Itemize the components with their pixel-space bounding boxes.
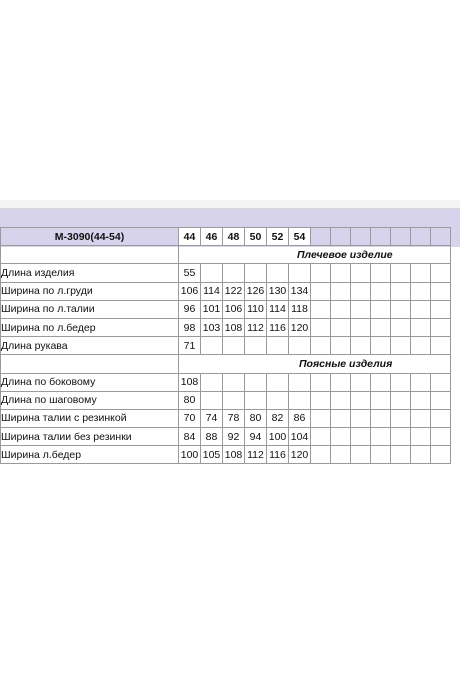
- measure-value: 71: [179, 337, 201, 355]
- measure-value: 114: [267, 300, 289, 318]
- empty-cell: [1, 355, 179, 373]
- size-header-row: [1, 228, 451, 246]
- measure-value: 96: [179, 300, 201, 318]
- empty-cell: [391, 228, 411, 246]
- table-row: [1, 264, 451, 282]
- section-row-waist: [1, 355, 451, 373]
- size-table: [0, 227, 451, 464]
- table-row: [1, 318, 451, 336]
- measure-value: 55: [179, 264, 201, 282]
- empty-cell: [411, 228, 431, 246]
- size-cell: 44: [179, 228, 201, 246]
- size-chart-sheet: [0, 200, 460, 490]
- measure-label: Длина рукава: [1, 337, 179, 355]
- measure-value: 108: [223, 446, 245, 464]
- measure-value: [223, 337, 245, 355]
- measure-label: Ширина по л.груди: [1, 282, 179, 300]
- measure-value: 126: [245, 282, 267, 300]
- measure-value: [245, 373, 267, 391]
- measure-label: Длина по боковому: [1, 373, 179, 391]
- measure-value: [267, 391, 289, 409]
- measure-value: [245, 391, 267, 409]
- measure-value: [289, 337, 311, 355]
- table-row: [1, 373, 451, 391]
- column-ruler: [0, 200, 460, 209]
- measure-value: 82: [267, 409, 289, 427]
- table-row: [1, 409, 451, 427]
- measure-value: 80: [179, 391, 201, 409]
- measure-value: 122: [223, 282, 245, 300]
- table-row: [1, 446, 451, 464]
- size-cell: 52: [267, 228, 289, 246]
- model-cell: М-3090(44-54): [1, 228, 179, 246]
- measure-value: [289, 373, 311, 391]
- measure-value: [267, 264, 289, 282]
- measure-value: [201, 391, 223, 409]
- measure-label: Ширина талии с резинкой: [1, 409, 179, 427]
- empty-cell: [431, 228, 451, 246]
- section-title-waist: Поясные изделия: [179, 355, 451, 373]
- empty-cell: [351, 228, 371, 246]
- measure-value: 98: [179, 318, 201, 336]
- measure-value: 112: [245, 446, 267, 464]
- empty-cell: [331, 228, 351, 246]
- measure-value: [289, 264, 311, 282]
- measure-label: Ширина по л.талии: [1, 300, 179, 318]
- measure-value: [223, 264, 245, 282]
- measure-value: 116: [267, 446, 289, 464]
- measure-value: 134: [289, 282, 311, 300]
- measure-value: 130: [267, 282, 289, 300]
- measure-value: 118: [289, 300, 311, 318]
- measure-value: 106: [179, 282, 201, 300]
- measure-value: 88: [201, 428, 223, 446]
- measure-label: Длина изделия: [1, 264, 179, 282]
- measure-value: 103: [201, 318, 223, 336]
- measure-label: Длина по шаговому: [1, 391, 179, 409]
- empty-cell: [1, 246, 179, 264]
- measure-label: Ширина по л.бедер: [1, 318, 179, 336]
- measure-value: [245, 337, 267, 355]
- measure-value: [201, 264, 223, 282]
- section-title-shoulder: Плечевое изделие: [179, 246, 451, 264]
- measure-value: 101: [201, 300, 223, 318]
- measure-value: [201, 373, 223, 391]
- size-cell: 48: [223, 228, 245, 246]
- table-row: [1, 428, 451, 446]
- empty-cell: [311, 228, 331, 246]
- measure-value: [289, 391, 311, 409]
- measure-value: [223, 391, 245, 409]
- table-row: [1, 391, 451, 409]
- measure-value: [201, 337, 223, 355]
- table-row: [1, 300, 451, 318]
- measure-value: 86: [289, 409, 311, 427]
- measure-value: 108: [179, 373, 201, 391]
- measure-value: 92: [223, 428, 245, 446]
- table-row: [1, 337, 451, 355]
- section-row-shoulder: [1, 246, 451, 264]
- size-cell: 50: [245, 228, 267, 246]
- measure-label: Ширина л.бедер: [1, 446, 179, 464]
- size-cell: 46: [201, 228, 223, 246]
- measure-value: 120: [289, 446, 311, 464]
- measure-value: [267, 337, 289, 355]
- measure-value: 110: [245, 300, 267, 318]
- empty-cell: [371, 228, 391, 246]
- measure-value: 84: [179, 428, 201, 446]
- measure-value: 120: [289, 318, 311, 336]
- measure-value: [267, 373, 289, 391]
- measure-value: 100: [179, 446, 201, 464]
- measure-label: Ширина талии без резинки: [1, 428, 179, 446]
- measure-value: 105: [201, 446, 223, 464]
- measure-value: 78: [223, 409, 245, 427]
- size-cell: 54: [289, 228, 311, 246]
- measure-value: 114: [201, 282, 223, 300]
- measure-value: 80: [245, 409, 267, 427]
- measure-value: 100: [267, 428, 289, 446]
- table-row: [1, 282, 451, 300]
- measure-value: 106: [223, 300, 245, 318]
- measure-value: [223, 373, 245, 391]
- measure-value: 74: [201, 409, 223, 427]
- measure-value: 104: [289, 428, 311, 446]
- measure-value: 112: [245, 318, 267, 336]
- measure-value: 94: [245, 428, 267, 446]
- measure-value: [245, 264, 267, 282]
- measure-value: 108: [223, 318, 245, 336]
- measure-value: 70: [179, 409, 201, 427]
- measure-value: 116: [267, 318, 289, 336]
